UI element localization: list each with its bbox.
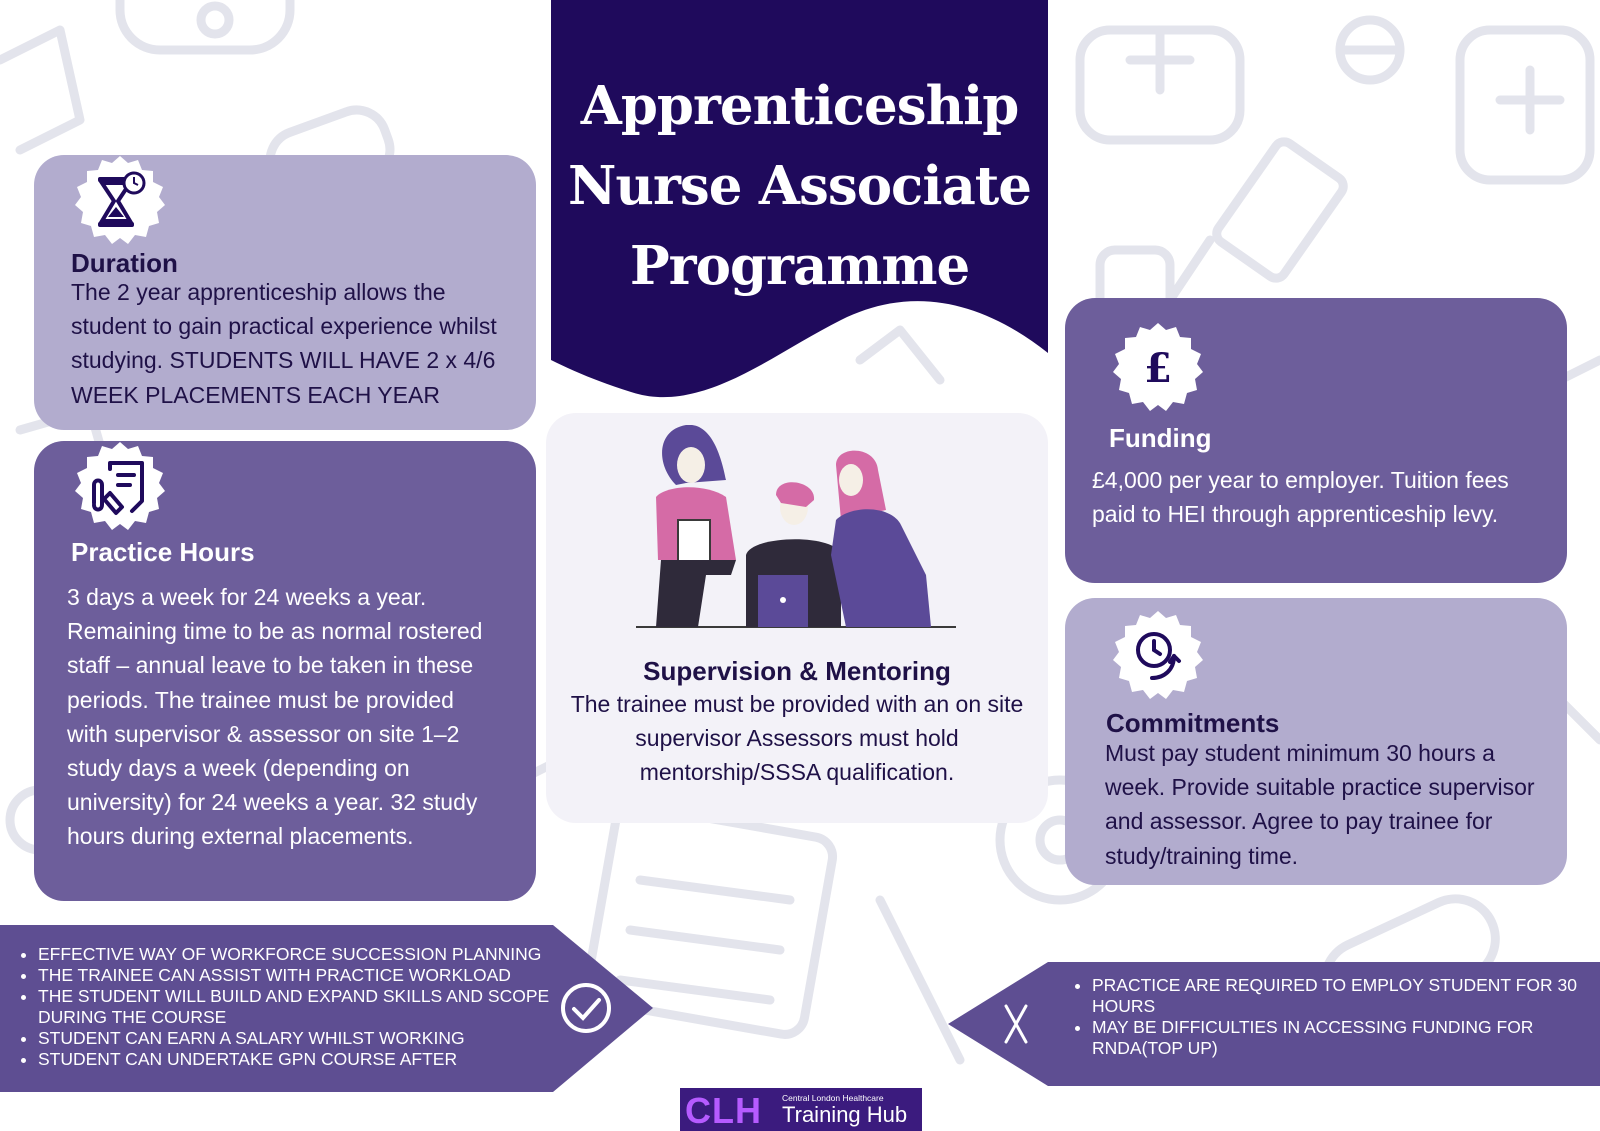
title-line: Nurse Associate bbox=[567, 155, 1031, 217]
funding-heading: Funding bbox=[1109, 423, 1212, 453]
funding-text: £4,000 per year to employer. Tuition fees paid to HEI through apprenticeship levy. bbox=[1092, 467, 1509, 528]
duration-text: The 2 year apprenticeship allows the student to gain practical experience whilst studying. STUDENTS WILL HAVE 2 x 4/6 WEEK PLACEMENTS EACH YEAR bbox=[71, 279, 497, 408]
pound-icon bbox=[1110, 320, 1206, 416]
pros-list bbox=[16, 944, 578, 1070]
funding-card bbox=[1065, 298, 1567, 583]
page-title bbox=[551, 66, 1048, 306]
supervision-heading: Supervision & Mentoring bbox=[643, 656, 951, 686]
list-item: • PRACTICE ARE REQUIRED TO EMPLOY STUDENT FOR 30 HOURS bbox=[1092, 975, 1600, 1017]
practice-hours-card bbox=[34, 441, 536, 901]
cons-list bbox=[1070, 975, 1600, 1059]
duration-heading: Duration bbox=[71, 248, 178, 278]
list-item: • EFFECTIVE WAY OF WORKFORCE SUCCESSION PLANNING bbox=[38, 944, 578, 965]
hourglass-icon bbox=[72, 153, 168, 249]
training-hub-logo bbox=[680, 1088, 922, 1131]
team-illustration bbox=[636, 425, 956, 635]
logo-hub-name: Training Hub bbox=[782, 1102, 908, 1127]
duration-card bbox=[34, 155, 536, 430]
list-item: • THE STUDENT WILL BUILD AND EXPAND SKILLS AND SCOPE DURING THE COURSE bbox=[38, 986, 578, 1028]
title-line: Programme bbox=[629, 235, 970, 297]
list-item: • STUDENT CAN UNDERTAKE GPN COURSE AFTER bbox=[38, 1049, 578, 1070]
commitments-text: Must pay student minimum 30 hours a week. Provide suitable practice supervisor and assessor. Agree to pay trainee for study/training time. bbox=[1105, 740, 1535, 869]
supervision-card bbox=[546, 413, 1048, 823]
logo-mark: CLH bbox=[685, 1090, 762, 1131]
svg-text:£: £ bbox=[1144, 345, 1172, 392]
practice-hours-text: 3 days a week for 24 weeks a year. Remaining time to be as normal rostered staff – annual leave to be taken in these periods. The trainee must be provided with supervisor & assessor on site 1–2 study days a week (depending on university) for 24 weeks a year. 32 study hours during external placements. bbox=[67, 584, 483, 850]
commitments-heading: Commitments bbox=[1106, 708, 1280, 738]
clock-icon bbox=[1110, 608, 1206, 704]
title-line: Apprenticeship bbox=[580, 75, 1019, 137]
list-item: • STUDENT CAN EARN A SALARY WHILST WORKING bbox=[38, 1028, 578, 1049]
supervision-text: The trainee must be provided with an on site supervisor Assessors must hold mentorship/SSSA qualification. bbox=[570, 691, 1024, 786]
document-pen-icon bbox=[72, 439, 168, 535]
logo-org-name: Central London Healthcare bbox=[782, 1093, 884, 1103]
practice-hours-heading: Practice Hours bbox=[71, 537, 255, 567]
commitments-card bbox=[1065, 598, 1567, 885]
list-item: • MAY BE DIFFICULTIES IN ACCESSING FUNDING FOR RNDA(TOP UP) bbox=[1092, 1017, 1600, 1059]
list-item: • THE TRAINEE CAN ASSIST WITH PRACTICE WORKLOAD bbox=[38, 965, 578, 986]
